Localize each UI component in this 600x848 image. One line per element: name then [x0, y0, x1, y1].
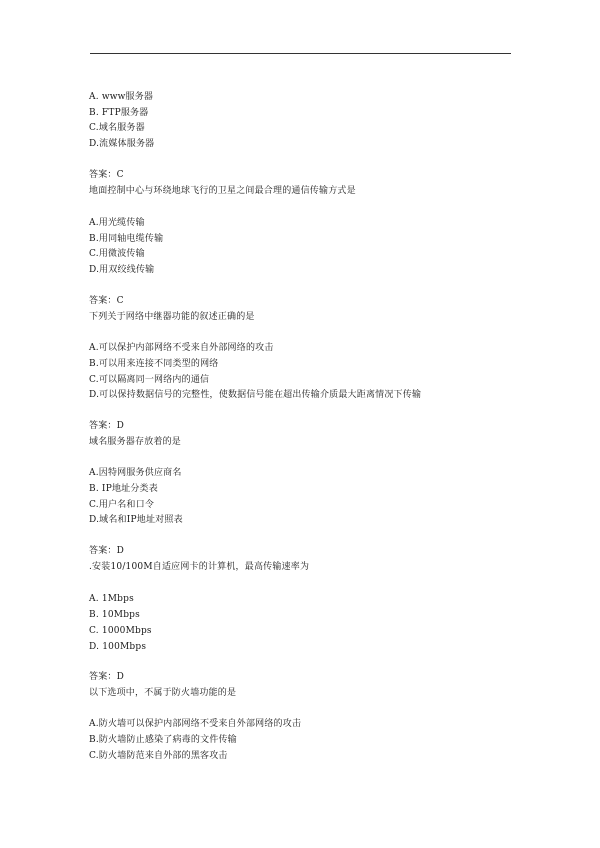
option-line: B. 10Mbps — [89, 610, 140, 620]
option-line: C.可以隔离同一网络内的通信 — [89, 375, 210, 385]
question-line: 域名服务器存放着的是 — [89, 437, 182, 447]
option-line: C. 1000Mbps — [89, 626, 152, 636]
answer-line: 答案：C — [89, 170, 124, 180]
option-line: B.防火墙防止感染了病毒的文件传输 — [89, 735, 237, 745]
option-line: A.可以保护内部网络不受来自外部网络的攻击 — [89, 343, 274, 353]
option-line: A. 1Mbps — [89, 594, 134, 604]
answer-line: 答案：D — [89, 672, 125, 682]
question-line: 地面控制中心与环绕地球飞行的卫星之间最合理的通信传输方式是 — [89, 186, 356, 196]
option-line: C.防火墙防范来自外部的黑客攻击 — [89, 751, 228, 761]
option-line: C.用户名和口令 — [89, 500, 155, 510]
option-line: D.用双绞线传输 — [89, 265, 155, 275]
question-line: .安装10/100M自适应网卡的计算机，最高传输速率为 — [89, 562, 310, 572]
option-line: D.流媒体服务器 — [89, 139, 155, 149]
option-line: B.用同轴电缆传输 — [89, 234, 164, 244]
option-line: C.用微波传输 — [89, 249, 145, 259]
option-line: A.防火墙可以保护内部网络不受来自外部网络的攻击 — [89, 719, 302, 729]
option-line: B.可以用来连接不同类型的网络 — [89, 359, 219, 369]
answer-line: 答案：D — [89, 546, 125, 556]
option-line: A. www服务器 — [89, 92, 154, 102]
option-line: A.用光缆传输 — [89, 218, 145, 228]
question-line: 以下选项中，不属于防火墙功能的是 — [89, 688, 237, 698]
answer-line: 答案：C — [89, 296, 124, 306]
header-rule — [90, 53, 511, 54]
option-line: C.域名服务器 — [89, 123, 145, 133]
option-line: D.可以保持数据信号的完整性，使数据信号能在超出传输介质最大距离情况下传输 — [89, 390, 422, 400]
option-line: A.因特网服务供应商名 — [89, 468, 182, 478]
question-line: 下列关于网络中继器功能的叙述正确的是 — [89, 312, 255, 322]
option-line: B. IP地址分类表 — [89, 484, 158, 494]
option-line: B. FTP服务器 — [89, 108, 149, 118]
answer-line: 答案：D — [89, 421, 125, 431]
option-line: D. 100Mbps — [89, 642, 147, 652]
option-line: D.域名和IP地址对照表 — [89, 515, 183, 525]
